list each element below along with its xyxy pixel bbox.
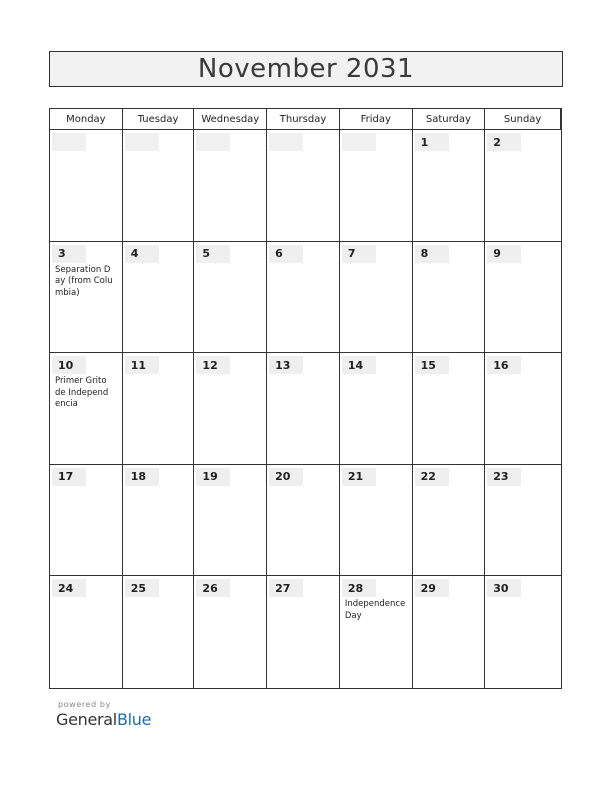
day-cell bbox=[194, 242, 267, 354]
page-title: November 2031 bbox=[197, 54, 415, 84]
holiday-event: Primer Grito de Independencia bbox=[55, 376, 109, 410]
day-cell bbox=[413, 130, 486, 242]
day-number: 28 bbox=[342, 579, 376, 597]
day-cell bbox=[413, 353, 486, 465]
weekday-header-saturday: Saturday bbox=[413, 109, 486, 130]
day-cell bbox=[413, 242, 486, 354]
day-number: 19 bbox=[196, 468, 230, 486]
day-number: 21 bbox=[342, 468, 376, 486]
day-cell bbox=[340, 353, 413, 465]
day-cell bbox=[123, 353, 195, 465]
day-cell bbox=[267, 465, 340, 577]
title-banner bbox=[49, 51, 563, 87]
day-cell bbox=[50, 242, 123, 354]
day-number: 20 bbox=[269, 468, 303, 486]
day-cell bbox=[123, 465, 195, 577]
day-number: 9 bbox=[487, 245, 521, 263]
day-number: 8 bbox=[415, 245, 449, 263]
day-cell bbox=[485, 130, 561, 242]
calendar-grid bbox=[49, 108, 562, 689]
day-number: 14 bbox=[342, 356, 376, 374]
day-cell bbox=[485, 242, 561, 354]
day-number bbox=[269, 133, 303, 151]
day-number: 18 bbox=[125, 468, 159, 486]
day-cell bbox=[485, 353, 561, 465]
day-number: 30 bbox=[487, 579, 521, 597]
day-cell bbox=[123, 242, 195, 354]
generalblue-logo bbox=[56, 710, 151, 729]
day-cell bbox=[123, 576, 195, 688]
day-number: 13 bbox=[269, 356, 303, 374]
holiday-event: Separation Day (from Columbia) bbox=[55, 264, 113, 298]
day-number: 6 bbox=[269, 245, 303, 263]
day-cell bbox=[194, 465, 267, 577]
day-number: 5 bbox=[196, 245, 230, 263]
day-number: 25 bbox=[125, 579, 159, 597]
day-number: 11 bbox=[125, 356, 159, 374]
day-cell bbox=[413, 465, 486, 577]
day-cell bbox=[50, 353, 123, 465]
day-cell bbox=[50, 576, 123, 688]
logo-blue-text: Blue bbox=[116, 710, 152, 729]
day-cell bbox=[340, 576, 413, 688]
day-number: 12 bbox=[196, 356, 230, 374]
footer-branding bbox=[56, 700, 151, 729]
day-number: 2 bbox=[487, 133, 521, 151]
weekday-header-wednesday: Wednesday bbox=[194, 109, 267, 130]
day-number: 17 bbox=[52, 468, 86, 486]
day-cell bbox=[194, 353, 267, 465]
day-number: 29 bbox=[415, 579, 449, 597]
day-cell bbox=[413, 576, 486, 688]
day-cell bbox=[267, 353, 340, 465]
holiday-event: Independence Day bbox=[344, 599, 406, 621]
day-number: 24 bbox=[52, 579, 86, 597]
day-cell bbox=[267, 242, 340, 354]
day-number: 4 bbox=[125, 245, 159, 263]
day-cell bbox=[267, 130, 340, 242]
day-cell bbox=[340, 130, 413, 242]
day-cell bbox=[485, 576, 561, 688]
day-number: 22 bbox=[415, 468, 449, 486]
day-number bbox=[52, 133, 86, 151]
day-cell bbox=[485, 465, 561, 577]
day-number: 7 bbox=[342, 245, 376, 263]
day-cell bbox=[194, 130, 267, 242]
day-number: 1 bbox=[415, 133, 449, 151]
day-number bbox=[196, 133, 230, 151]
weekday-header-friday: Friday bbox=[340, 109, 413, 130]
weekday-header-monday: Monday bbox=[50, 109, 123, 130]
day-cell bbox=[340, 242, 413, 354]
day-number bbox=[342, 133, 376, 151]
day-cell bbox=[123, 130, 195, 242]
day-number: 27 bbox=[269, 579, 303, 597]
day-cell bbox=[50, 130, 123, 242]
day-cell bbox=[194, 576, 267, 688]
weekday-header-sunday: Sunday bbox=[485, 109, 561, 130]
logo-general-text: General bbox=[56, 710, 117, 729]
day-number: 15 bbox=[415, 356, 449, 374]
day-number: 16 bbox=[487, 356, 521, 374]
day-number: 26 bbox=[196, 579, 230, 597]
day-cell bbox=[50, 465, 123, 577]
weekday-header-tuesday: Tuesday bbox=[123, 109, 195, 130]
day-number: 23 bbox=[487, 468, 521, 486]
day-number: 10 bbox=[52, 356, 86, 374]
day-number bbox=[125, 133, 159, 151]
day-cell bbox=[267, 576, 340, 688]
weekday-header-thursday: Thursday bbox=[267, 109, 340, 130]
day-cell bbox=[340, 465, 413, 577]
day-number: 3 bbox=[52, 245, 86, 263]
powered-by-text: powered by bbox=[58, 700, 111, 709]
